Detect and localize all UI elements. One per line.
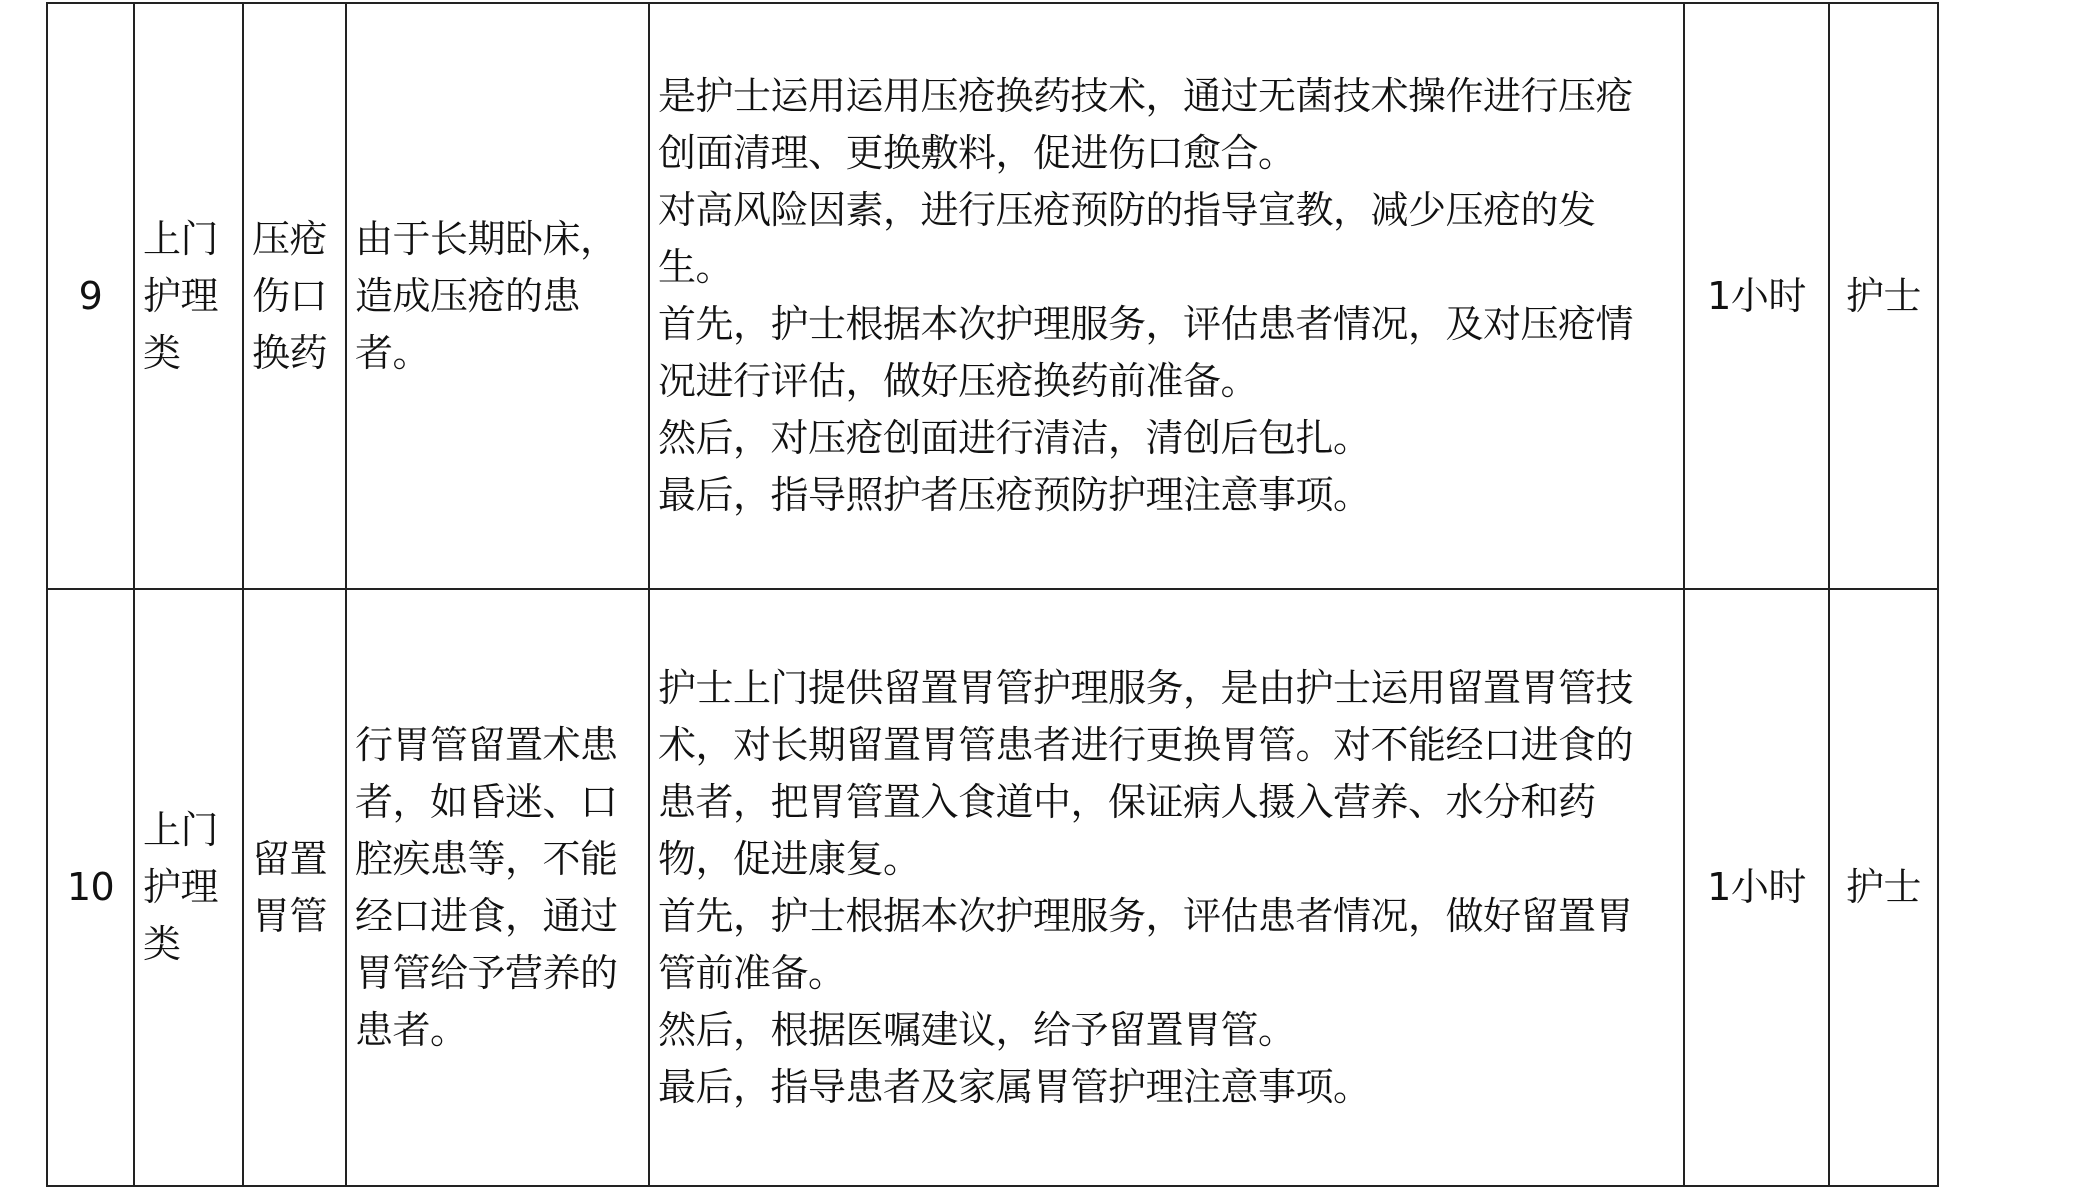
- staff-cell: 护士: [1829, 589, 1938, 1186]
- staff-cell: 护士: [1829, 3, 1938, 589]
- target-patients-cell: 由于长期卧床，造成压疮的患者。: [346, 3, 649, 589]
- table-row: [47, 3, 1938, 589]
- content-paragraph: 护士上门提供留置胃管护理服务，是由护士运用留置胃管技术，对长期留置胃管患者进行更换胃管。对不能经口进食的患者，把胃管置入食道中，保证病人摄入营养、水分和药物，促进康复。: [658, 665, 1634, 881]
- service-content-cell: [649, 589, 1684, 1186]
- content-paragraph: 然后，对压疮创面进行清洁，清创后包扎。: [658, 416, 1371, 460]
- duration-cell: 1小时: [1684, 589, 1829, 1186]
- service-content-cell: [649, 3, 1684, 589]
- content-paragraph: 然后，根据医嘱建议，给予留置胃管。: [658, 1007, 1296, 1052]
- category-cell: 上门护理类: [134, 3, 243, 589]
- duration-cell: 1小时: [1684, 3, 1829, 589]
- content-paragraph: 首先，护士根据本次护理服务，评估患者情况，及对压疮情况进行评估，做好压疮换药前准备。: [658, 302, 1634, 403]
- content-paragraph: 对高风险因素，进行压疮预防的指导宣教，减少压疮的发生。: [658, 188, 1596, 289]
- row-number-cell: 10: [47, 589, 134, 1186]
- content-paragraph: 最后，指导患者及家属胃管护理注意事项。: [658, 1064, 1371, 1109]
- service-item-cell: 压疮伤口换药: [243, 3, 346, 589]
- service-item-cell: 留置胃管: [243, 589, 346, 1186]
- content-paragraph: 首先，护士根据本次护理服务，评估患者情况，做好留置胃管前准备。: [658, 893, 1634, 995]
- content-paragraph: 是护士运用运用压疮换药技术，通过无菌技术操作进行压疮创面清理、更换敷料，促进伤口愈合。: [658, 74, 1634, 175]
- content-paragraph: 最后，指导照护者压疮预防护理注意事项。: [658, 473, 1371, 517]
- category-cell: 上门护理类: [134, 589, 243, 1186]
- table-row: [47, 589, 1938, 1186]
- service-table: [46, 2, 1939, 1187]
- target-patients-cell: 行胃管留置术患者，如昏迷、口腔疾患等，不能经口进食，通过胃管给予营养的患者。: [346, 589, 649, 1186]
- row-number-cell: 9: [47, 3, 134, 589]
